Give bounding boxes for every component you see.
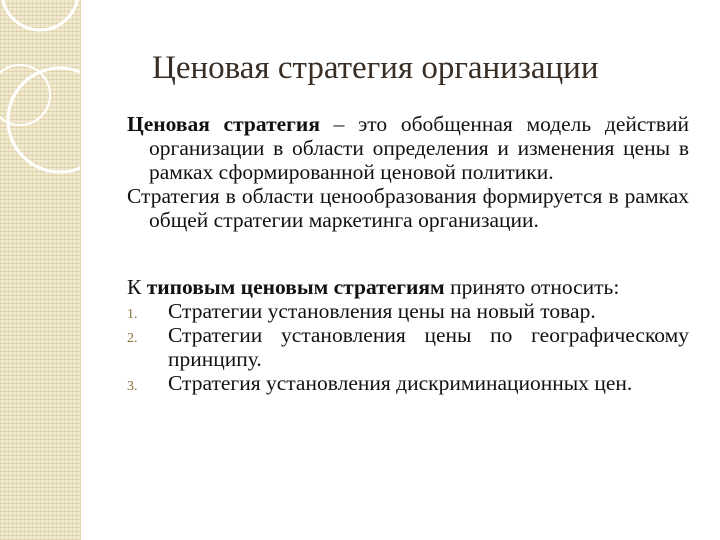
list-number: 1. bbox=[127, 307, 138, 322]
lead-rest-text: принято относить: bbox=[444, 275, 620, 299]
slide-title: Ценовая стратегия организации bbox=[152, 50, 599, 86]
slide-body bbox=[127, 112, 689, 395]
term-typical-strategies: типовым ценовым стратегиям bbox=[146, 275, 445, 299]
paragraph-typical-strategies bbox=[127, 275, 689, 299]
lead-text: К bbox=[127, 275, 147, 299]
decorative-sidebar bbox=[0, 0, 81, 540]
list-item-text: Стратегии установления цены на новый товар. bbox=[168, 299, 596, 323]
list-item bbox=[127, 299, 689, 323]
list-item-text: Стратегии установления цены по географическому принципу. bbox=[168, 323, 689, 371]
term-price-strategy: Ценовая стратегия bbox=[127, 112, 320, 136]
spacer bbox=[127, 232, 689, 275]
definition-text: – это обобщенная модель действий организации в области определения и изменения цены в рамках сформированной ценовой политики. bbox=[149, 112, 689, 184]
paragraph-definition bbox=[127, 112, 689, 184]
list-number: 2. bbox=[127, 331, 138, 346]
paragraph-pricing-strategy: Стратегия в области ценообразования формируется в рамках общей стратегии маркетинга организации. bbox=[127, 184, 689, 232]
decorative-circles bbox=[0, 0, 80, 540]
list-item bbox=[127, 323, 689, 371]
list-number: 3. bbox=[127, 379, 138, 394]
list-item bbox=[127, 371, 689, 395]
list-item-text: Стратегия установления дискриминационных цен. bbox=[168, 371, 633, 395]
